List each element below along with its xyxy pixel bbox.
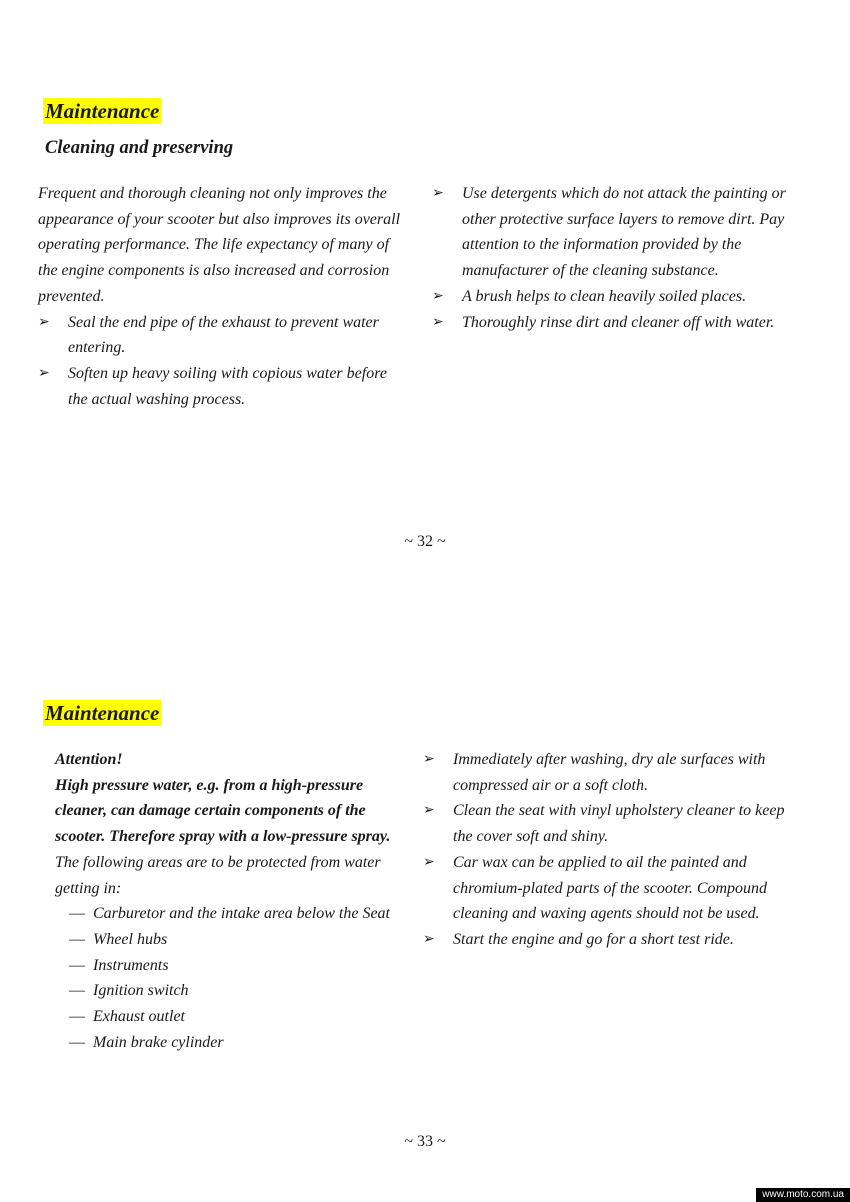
list-item-text: A brush helps to clean heavily soiled places. bbox=[462, 287, 747, 305]
list-item bbox=[38, 310, 408, 361]
right-column bbox=[423, 747, 798, 953]
protected-area-text: Main brake cylinder bbox=[93, 1033, 224, 1051]
left-column bbox=[55, 747, 415, 1055]
list-item-text: Start the engine and go for a short test ride. bbox=[453, 930, 734, 948]
protected-area-item bbox=[55, 1030, 415, 1056]
page-33 bbox=[0, 601, 850, 1202]
protected-area-text: Instruments bbox=[93, 956, 169, 974]
list-item bbox=[432, 310, 807, 336]
arrow-bullet-icon: ➢ bbox=[423, 931, 435, 947]
protected-area-item bbox=[55, 953, 415, 979]
arrow-bullet-icon: ➢ bbox=[432, 186, 444, 201]
list-item-text: Car wax can be applied to ail the painted and chromium-plated parts of the scooter. Compound cleaning and waxing agents should not be used. bbox=[453, 853, 768, 923]
protected-area-text: Carburetor and the intake area below the Seat bbox=[93, 905, 390, 923]
arrow-bullet-icon: ➢ bbox=[423, 752, 435, 767]
section-title: Maintenance bbox=[45, 99, 160, 123]
attention-heading: Attention! bbox=[55, 751, 123, 768]
list-item bbox=[432, 181, 807, 284]
dash-bullet-icon: — bbox=[69, 905, 85, 923]
dash-bullet-icon: — bbox=[69, 930, 85, 948]
list-item bbox=[423, 850, 798, 927]
protect-intro: The following areas are to be protected from water getting in: bbox=[55, 853, 381, 897]
arrow-bullet-icon: ➢ bbox=[38, 365, 50, 381]
list-item-text: Use detergents which do not attack the painting or other protective surface layers to remove dirt. Pay attention to the information provided by the manufacturer of the cleaning substance. bbox=[462, 185, 786, 280]
list-item-text: Clean the seat with vinyl upholstery cleaner to keep the cover soft and shiny. bbox=[453, 802, 785, 846]
arrow-bullet-icon: ➢ bbox=[432, 314, 444, 330]
list-item bbox=[423, 798, 798, 849]
protected-area-item bbox=[55, 901, 415, 927]
list-item-text: Immediately after washing, dry ale surfaces with compressed air or a soft cloth. bbox=[453, 751, 766, 794]
arrow-bullet-icon: ➢ bbox=[432, 288, 444, 304]
attention-text: High pressure water, e.g. from a high-pressure cleaner, can damage certain components of the scooter. Therefore spray with a low-pressure spray. bbox=[55, 776, 391, 846]
arrow-bullet-icon: ➢ bbox=[38, 314, 50, 330]
list-item bbox=[38, 361, 408, 412]
intro-paragraph: Frequent and thorough cleaning not only improves the appearance of your scooter but also improves its overall operating performance. The life expectancy of many of the engine components is also increased and corrosion prevented. bbox=[38, 185, 401, 305]
section-title: Maintenance bbox=[45, 701, 160, 725]
left-column bbox=[38, 181, 408, 412]
protected-area-text: Ignition switch bbox=[93, 982, 189, 1000]
arrow-bullet-icon: ➢ bbox=[423, 803, 435, 819]
list-item bbox=[423, 927, 798, 953]
protected-area-text: Wheel hubs bbox=[93, 930, 168, 948]
protected-area-item bbox=[55, 978, 415, 1004]
protected-area-item bbox=[55, 927, 415, 953]
arrow-bullet-icon: ➢ bbox=[423, 854, 435, 870]
list-item-text: Soften up heavy soiling with copious water before the actual washing process. bbox=[68, 364, 387, 408]
dash-bullet-icon: — bbox=[69, 1008, 85, 1026]
protected-area-text: Exhaust outlet bbox=[93, 1008, 185, 1026]
list-item bbox=[423, 747, 798, 798]
page-number: ~ 32 ~ bbox=[404, 533, 446, 550]
page-number: ~ 33 ~ bbox=[404, 1133, 446, 1150]
watermark-link[interactable]: www.moto.com.ua bbox=[756, 1188, 850, 1202]
dash-bullet-icon: — bbox=[69, 982, 85, 1000]
dash-bullet-icon: — bbox=[69, 1033, 85, 1051]
dash-bullet-icon: — bbox=[69, 956, 85, 974]
list-item-text: Thoroughly rinse dirt and cleaner off with water. bbox=[462, 313, 775, 331]
right-column bbox=[432, 181, 807, 335]
list-item-text: Seal the end pipe of the exhaust to prevent water entering. bbox=[68, 313, 379, 357]
section-subtitle: Cleaning and preserving bbox=[45, 138, 234, 158]
protected-area-item bbox=[55, 1004, 415, 1030]
list-item bbox=[432, 284, 807, 310]
